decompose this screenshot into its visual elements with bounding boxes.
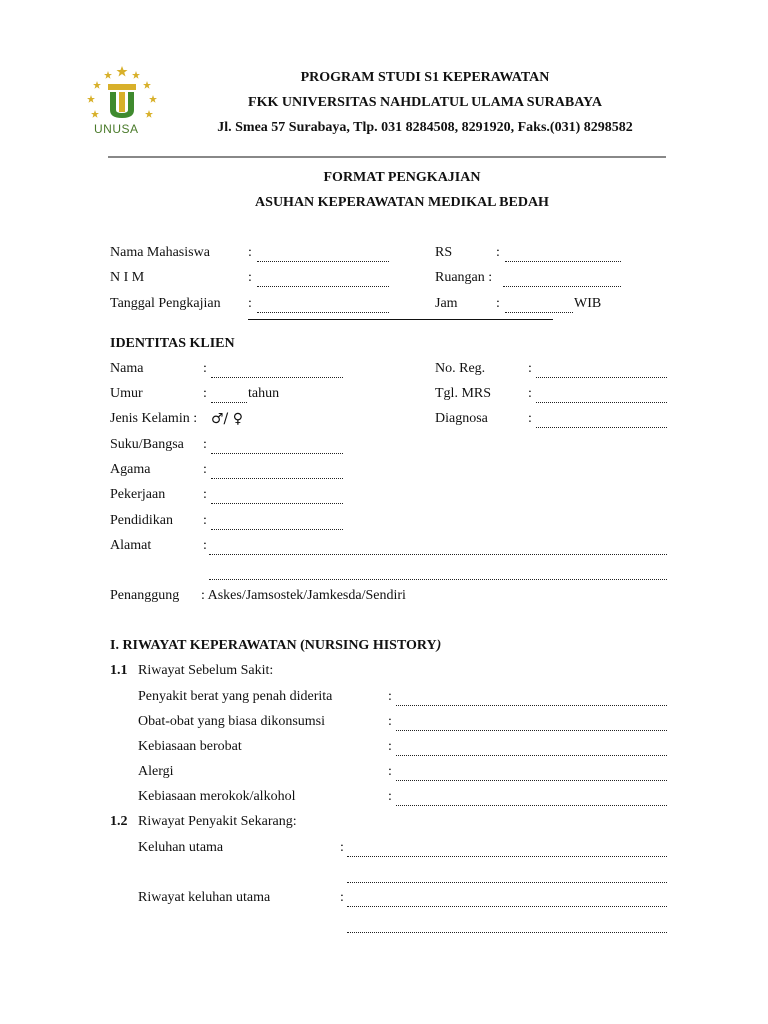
colon: : bbox=[496, 296, 500, 311]
allergy-label: Alergi bbox=[138, 764, 174, 779]
header-divider bbox=[108, 156, 666, 158]
rs-label: RS bbox=[435, 245, 453, 260]
colon: : bbox=[388, 739, 392, 754]
colon: : bbox=[528, 361, 532, 376]
form-subtitle: ASUHAN KEPERAWATAN MEDIKAL BEDAH bbox=[255, 195, 549, 210]
form-title: FORMAT PENGKAJIAN bbox=[323, 170, 481, 185]
address-field-line-1[interactable] bbox=[209, 538, 667, 555]
mrs-date-field[interactable] bbox=[536, 386, 667, 403]
colon: : bbox=[528, 386, 532, 401]
colon: : bbox=[248, 270, 252, 285]
colon: : bbox=[203, 487, 207, 502]
nursing-history-heading-text: I. RIWAYAT KEPERAWATAN (NURSING HISTORY bbox=[110, 638, 437, 653]
religion-label: Agama bbox=[110, 462, 151, 477]
smoking-alcohol-label: Kebiasaan merokok/alkohol bbox=[138, 789, 296, 804]
past-illness-label: Penyakit berat yang penah diderita bbox=[138, 689, 333, 704]
address-label: Alamat bbox=[110, 538, 152, 553]
colon: : bbox=[203, 386, 207, 401]
reg-no-label: No. Reg. bbox=[435, 361, 486, 376]
treatment-habit-label: Kebiasaan berobat bbox=[138, 739, 242, 754]
time-unit: WIB bbox=[574, 296, 602, 311]
ethnicity-label: Suku/Bangsa bbox=[110, 437, 184, 452]
time-field[interactable] bbox=[505, 296, 573, 313]
gender-label: Jenis Kelamin : bbox=[110, 411, 198, 426]
ethnicity-field[interactable] bbox=[211, 437, 343, 454]
guarantor-label: Penanggung bbox=[110, 588, 180, 603]
treatment-habit-field[interactable] bbox=[396, 739, 667, 756]
identity-heading: IDENTITAS KLIEN bbox=[110, 336, 235, 351]
nursing-history-heading bbox=[110, 638, 441, 654]
room-field[interactable] bbox=[503, 270, 621, 287]
gender-options[interactable]: ♂/ ♀ bbox=[211, 411, 243, 427]
diagnosis-label: Diagnosa bbox=[435, 411, 488, 426]
colon: : bbox=[388, 789, 392, 804]
chief-complaint-label: Keluhan utama bbox=[138, 840, 224, 855]
age-unit: tahun bbox=[248, 386, 280, 401]
patient-name-field[interactable] bbox=[211, 361, 343, 378]
education-label: Pendidikan bbox=[110, 513, 173, 528]
header-address: Jl. Smea 57 Surabaya, Tlp. 031 8284508, 8291920, Faks.(031) 8298582 bbox=[217, 120, 633, 135]
age-label: Umur bbox=[110, 386, 143, 401]
reg-no-field[interactable] bbox=[536, 361, 667, 378]
logo-wordmark: UNUSA bbox=[94, 122, 139, 136]
colon: : bbox=[203, 538, 207, 553]
complaint-history-field-line-2[interactable] bbox=[347, 916, 667, 933]
colon: : bbox=[248, 245, 252, 260]
colon: : bbox=[340, 840, 344, 855]
section-1-2-title: Riwayat Penyakit Sekarang: bbox=[138, 814, 297, 829]
assessment-date-label: Tanggal Pengkajian bbox=[110, 296, 221, 311]
medication-label: Obat-obat yang biasa dikonsumsi bbox=[138, 714, 326, 729]
allergy-field[interactable] bbox=[396, 764, 667, 781]
guarantor-options[interactable]: : Askes/Jamsostek/Jamkesda/Sendiri bbox=[201, 588, 406, 603]
header-university: FKK UNIVERSITAS NAHDLATUL ULAMA SURABAYA bbox=[248, 95, 602, 110]
section-1-1-title: Riwayat Sebelum Sakit: bbox=[138, 663, 274, 678]
mrs-date-label: Tgl. MRS bbox=[435, 386, 492, 401]
age-field[interactable] bbox=[211, 386, 247, 403]
heading-close-paren: ) bbox=[436, 638, 442, 653]
complaint-history-label: Riwayat keluhan utama bbox=[138, 890, 271, 905]
occupation-label: Pekerjaan bbox=[110, 487, 166, 502]
occupation-field[interactable] bbox=[211, 487, 343, 504]
colon: : bbox=[203, 437, 207, 452]
complaint-history-field-line-1[interactable] bbox=[347, 890, 667, 907]
past-illness-field[interactable] bbox=[396, 689, 667, 706]
colon: : bbox=[528, 411, 532, 426]
colon: : bbox=[203, 513, 207, 528]
rs-field[interactable] bbox=[505, 245, 621, 262]
chief-complaint-field-line-2[interactable] bbox=[347, 866, 667, 883]
colon: : bbox=[203, 462, 207, 477]
nim-label: N I M bbox=[110, 270, 145, 285]
section-1-1-number: 1.1 bbox=[110, 663, 128, 678]
time-label: Jam bbox=[435, 296, 458, 311]
student-name-field[interactable] bbox=[257, 245, 389, 262]
header-program: PROGRAM STUDI S1 KEPERAWATAN bbox=[300, 70, 550, 85]
colon: : bbox=[248, 296, 252, 311]
colon: : bbox=[496, 245, 500, 260]
medication-field[interactable] bbox=[396, 714, 667, 731]
smoking-alcohol-field[interactable] bbox=[396, 789, 667, 806]
student-name-label: Nama Mahasiswa bbox=[110, 245, 210, 260]
religion-field[interactable] bbox=[211, 462, 343, 479]
student-section-divider bbox=[248, 319, 553, 320]
colon: : bbox=[388, 714, 392, 729]
education-field[interactable] bbox=[211, 513, 343, 530]
colon: : bbox=[388, 689, 392, 704]
section-1-2-number: 1.2 bbox=[110, 814, 128, 829]
diagnosis-field[interactable] bbox=[536, 411, 667, 428]
colon: : bbox=[203, 361, 207, 376]
colon: : bbox=[388, 764, 392, 779]
nim-field[interactable] bbox=[257, 270, 389, 287]
colon: : bbox=[340, 890, 344, 905]
patient-name-label: Nama bbox=[110, 361, 144, 376]
address-field-line-2[interactable] bbox=[209, 563, 667, 580]
assessment-date-field[interactable] bbox=[257, 296, 389, 313]
room-label: Ruangan : bbox=[435, 270, 493, 285]
chief-complaint-field-line-1[interactable] bbox=[347, 840, 667, 857]
